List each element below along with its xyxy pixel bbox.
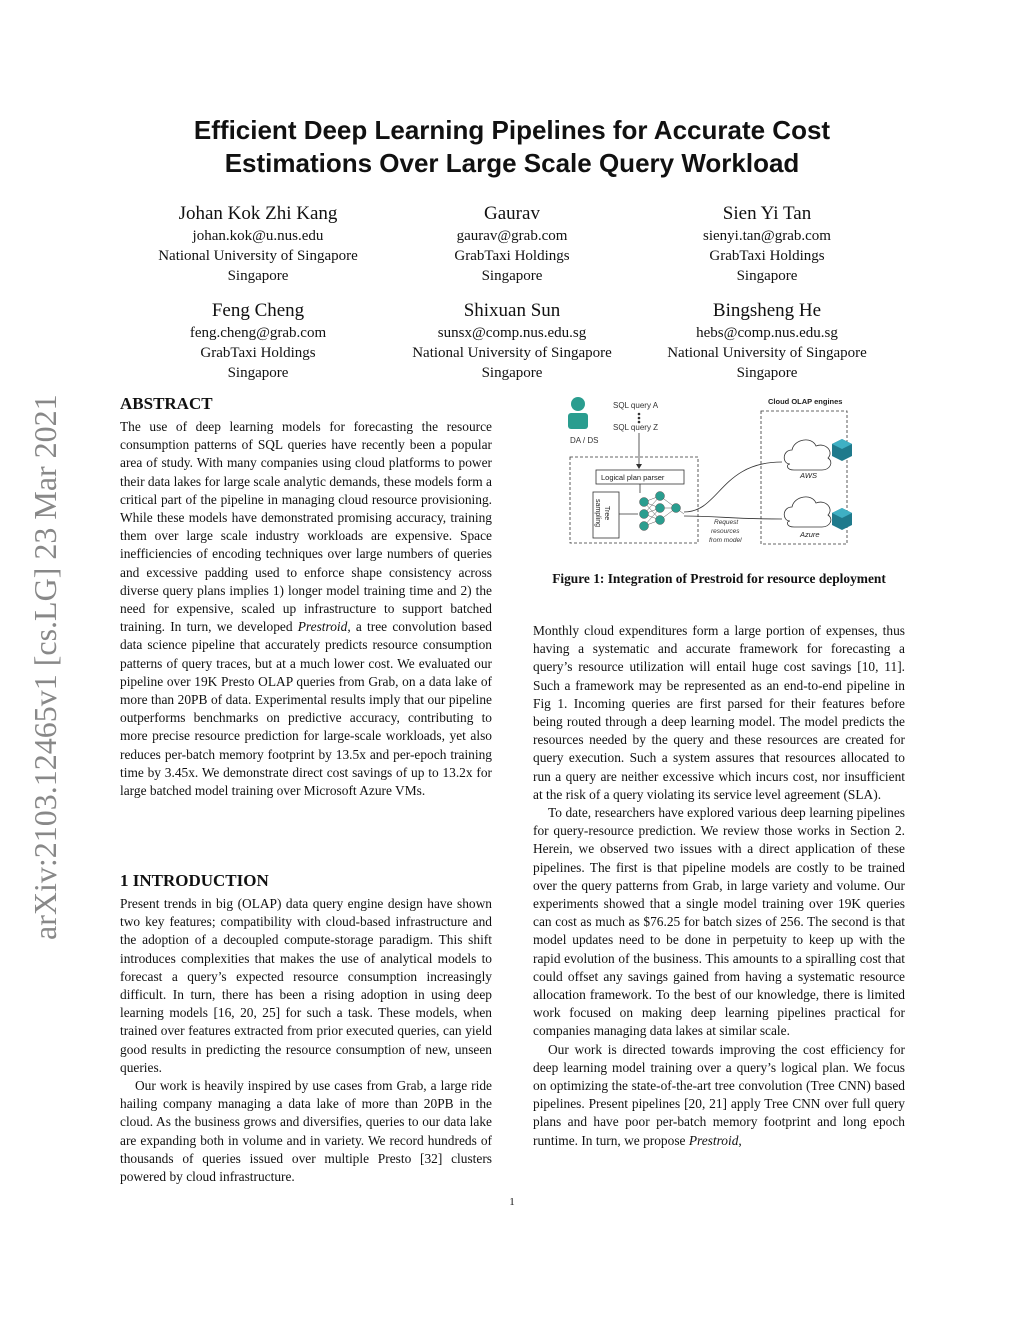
abstract-paragraph <box>120 418 492 800</box>
tree-sampling-line-1: Tree <box>603 506 610 521</box>
sql-query-a-label: SQL query A <box>613 401 659 410</box>
aws-arrow <box>684 462 782 512</box>
neural-network-icon <box>619 492 684 531</box>
author-block <box>133 299 383 383</box>
author-block <box>133 202 383 286</box>
author-name: Gaurav <box>484 203 540 224</box>
title-line-2: Estimations Over Large Scale Query Workload <box>224 148 800 178</box>
arrow-head <box>636 464 642 469</box>
request-label-1: Request <box>714 519 739 526</box>
author-country: Singapore <box>481 365 543 381</box>
author-block <box>642 299 892 383</box>
introduction-heading: 1 INTRODUCTION <box>120 871 269 890</box>
right-paragraph-1: Monthly cloud expenditures form a large portion of expenses, thus having a systematic and accurate framework for forecasting a query’s resource utilization will entail huge cost savings [10, 11]. Such a framework may be represented as an end-to-end pipeline in Fig 1. Incoming queries are first parsed for their features before being routed through a deep learning model. The model predicts the resources needed by the query and these resources are created for query execution. Such a system assures that resources allocated to run a query are neither excessive which incurs cost, nor insufficient at the risk of a query violating its service level agreement (SLA). <box>533 623 905 802</box>
arxiv-identifier: arXiv:2103.12465v1 [cs.LG] 23 Mar 2021 <box>27 394 63 940</box>
azure-cloud-icon <box>784 497 852 530</box>
author-affiliation: GrabTaxi Holdings <box>454 248 570 264</box>
paper-title <box>130 114 894 180</box>
sql-query-z-label: SQL query Z <box>613 423 659 432</box>
cloud-engines-label: Cloud OLAP engines <box>768 397 843 406</box>
aws-cloud-icon <box>784 439 852 470</box>
author-country: Singapore <box>227 268 289 284</box>
abstract-heading: ABSTRACT <box>120 394 213 413</box>
intro-paragraph-2: Our work is heavily inspired by use cases from Grab, a large ride hailing company managing a data lake of more than 20PB in the cloud. As the business grows and diversifies, queries to our data lake are expanding both in volume and in variety. We record hundreds of thousands of queries issued over multiple Presto [32] clusters powered by cloud infrastructure. <box>120 1078 492 1185</box>
user-label: DA / DS <box>570 436 599 445</box>
title-line-1: Efficient Deep Learning Pipelines for Accurate Cost <box>193 115 831 145</box>
right-column-body <box>533 622 905 1150</box>
author-affiliation: GrabTaxi Holdings <box>200 345 316 361</box>
author-affiliation: National University of Singapore <box>412 345 612 361</box>
author-email[interactable]: feng.cheng@grab.com <box>189 325 327 341</box>
author-email[interactable]: hebs@comp.nus.edu.sg <box>696 325 838 341</box>
author-affiliation: National University of Singapore <box>667 345 867 361</box>
aws-label: AWS <box>800 471 817 480</box>
figure-1-caption: Figure 1: Integration of Prestroid for resource deployment <box>552 571 886 586</box>
right-p3-text-b: , <box>738 1132 742 1148</box>
right-p3-text-a: Our work is directed towards improving the cost efficiency for deep learning model training over a query’s logical plan. We focus on optimizing the state-of-the-art tree convolution (Tree CNN) based pipelines. Present pipelines [20, 21] apply Tree CNN over full query plans and have poor per-batch memory footprint and long epoch runtime. In turn, we propose <box>533 1041 905 1148</box>
author-country: Singapore <box>736 365 798 381</box>
author-name: Feng Cheng <box>211 300 305 321</box>
author-email[interactable]: gaurav@grab.com <box>456 228 568 244</box>
author-block <box>387 299 637 383</box>
abstract-body <box>120 418 492 800</box>
right-paragraph-2: To date, researchers have explored various deep learning pipelines for query-resource prediction. We review those works in Section 2. Herein, we observed two issues with a direct application of these pipelines. The first is that pipeline models are costly to be trained over the query patterns from Grab, in large variety and volume. Our experiments showed that a single model training over 19K queries can cost as much as $76.25 for batch sizes of 256. The second is that model updates need to be done in perpetuity to keep up with the rapid evolution of the business. This amounts to a spiralling cost that could offset any savings gained from having a systematic resource allocation framework. To the best of our knowledge, there is limited work focused on making deep learning pipelines practical for companies managing data lakes at similar scale. <box>533 805 905 1039</box>
azure-label: Azure <box>800 530 820 539</box>
author-country: Singapore <box>227 365 289 381</box>
page-number: 1 <box>509 1196 515 1208</box>
author-block <box>642 202 892 286</box>
author-email[interactable]: johan.kok@u.nus.edu <box>192 228 324 244</box>
user-icon <box>568 397 588 429</box>
introduction-body <box>120 895 492 1186</box>
author-name: Bingsheng He <box>712 300 822 321</box>
intro-paragraph-1: Present trends in big (OLAP) data query engine design have shown two key features; compatibility with cloud-based infrastructure and the adoption of a decoupled compute-storage paradigm. This shift introduces complexities that makes the use of analytical models to forecast a query’s expected resource consumption increasingly difficult. In turn, there has been a rising adoption in using deep learning models [16, 20, 25] for such a task. These models, when trained over features extracted from prior executed queries, can yield good results in predicting the resource consumption of new, unseen queries. <box>120 896 492 1075</box>
author-block <box>387 202 637 286</box>
ellipsis-dot <box>638 417 641 420</box>
request-label-2: resources <box>711 528 740 535</box>
author-country: Singapore <box>481 268 543 284</box>
abstract-text-b: , a tree convolution based data science pipeline that accurately predicts resource consumption patterns of query traces, but at a much lower cost. We evaluated our pipeline over 19K Presto OLAP queries from Grab, on a data lake of more than 20PB of data. Experimental results imply that our pipeline outperforms benchmarks on predictive accuracy, contributing to more precise resource prediction for large-scale workloads, yet also reduces per-batch memory footprint by 13.5x and per-epoch training time by 3.45x. We demonstrate direct cost savings of up to 13.2x for large batched model training over Microsoft Azure VMs. <box>120 619 492 799</box>
right-paragraph-3 <box>533 1041 905 1150</box>
tree-sampling-line-2: sampling <box>594 499 601 528</box>
figure-1-diagram <box>550 384 880 554</box>
author-email[interactable]: sunsx@comp.nus.edu.sg <box>437 325 587 341</box>
request-label-3: from model <box>709 537 742 544</box>
author-name: Johan Kok Zhi Kang <box>178 203 338 224</box>
prestroid-emphasis: Prestroid <box>688 1132 739 1148</box>
author-affiliation: GrabTaxi Holdings <box>709 248 825 264</box>
author-email[interactable]: sienyi.tan@grab.com <box>703 228 831 244</box>
ellipsis-dot <box>638 413 641 416</box>
author-name: Shixuan Sun <box>463 300 561 321</box>
author-affiliation: National University of Singapore <box>158 248 358 264</box>
abstract-text-a: The use of deep learning models for forecasting the resource consumption patterns of SQL queries have recently been a popular area of study. With many companies using cloud platforms to power their data lakes for large scale analytic demands, these models form a critical part of the pipeline in managing cloud resource provisioning. While these models have demonstrated promising accuracy, training them over large scale industry workloads are expensive. Space inefficiencies of encoding techniques over large numbers of queries and excessive padding used to enforce shape consistency across diverse query plans implies 1) longer model training time and 2) the need for expensive, scaled up infrastructure to support batched training. In turn, we developed <box>120 419 492 635</box>
author-name: Sien Yi Tan <box>722 203 812 224</box>
prestroid-emphasis: Prestroid <box>297 619 348 635</box>
logical-plan-parser-label: Logical plan parser <box>601 473 665 482</box>
author-country: Singapore <box>736 268 798 284</box>
